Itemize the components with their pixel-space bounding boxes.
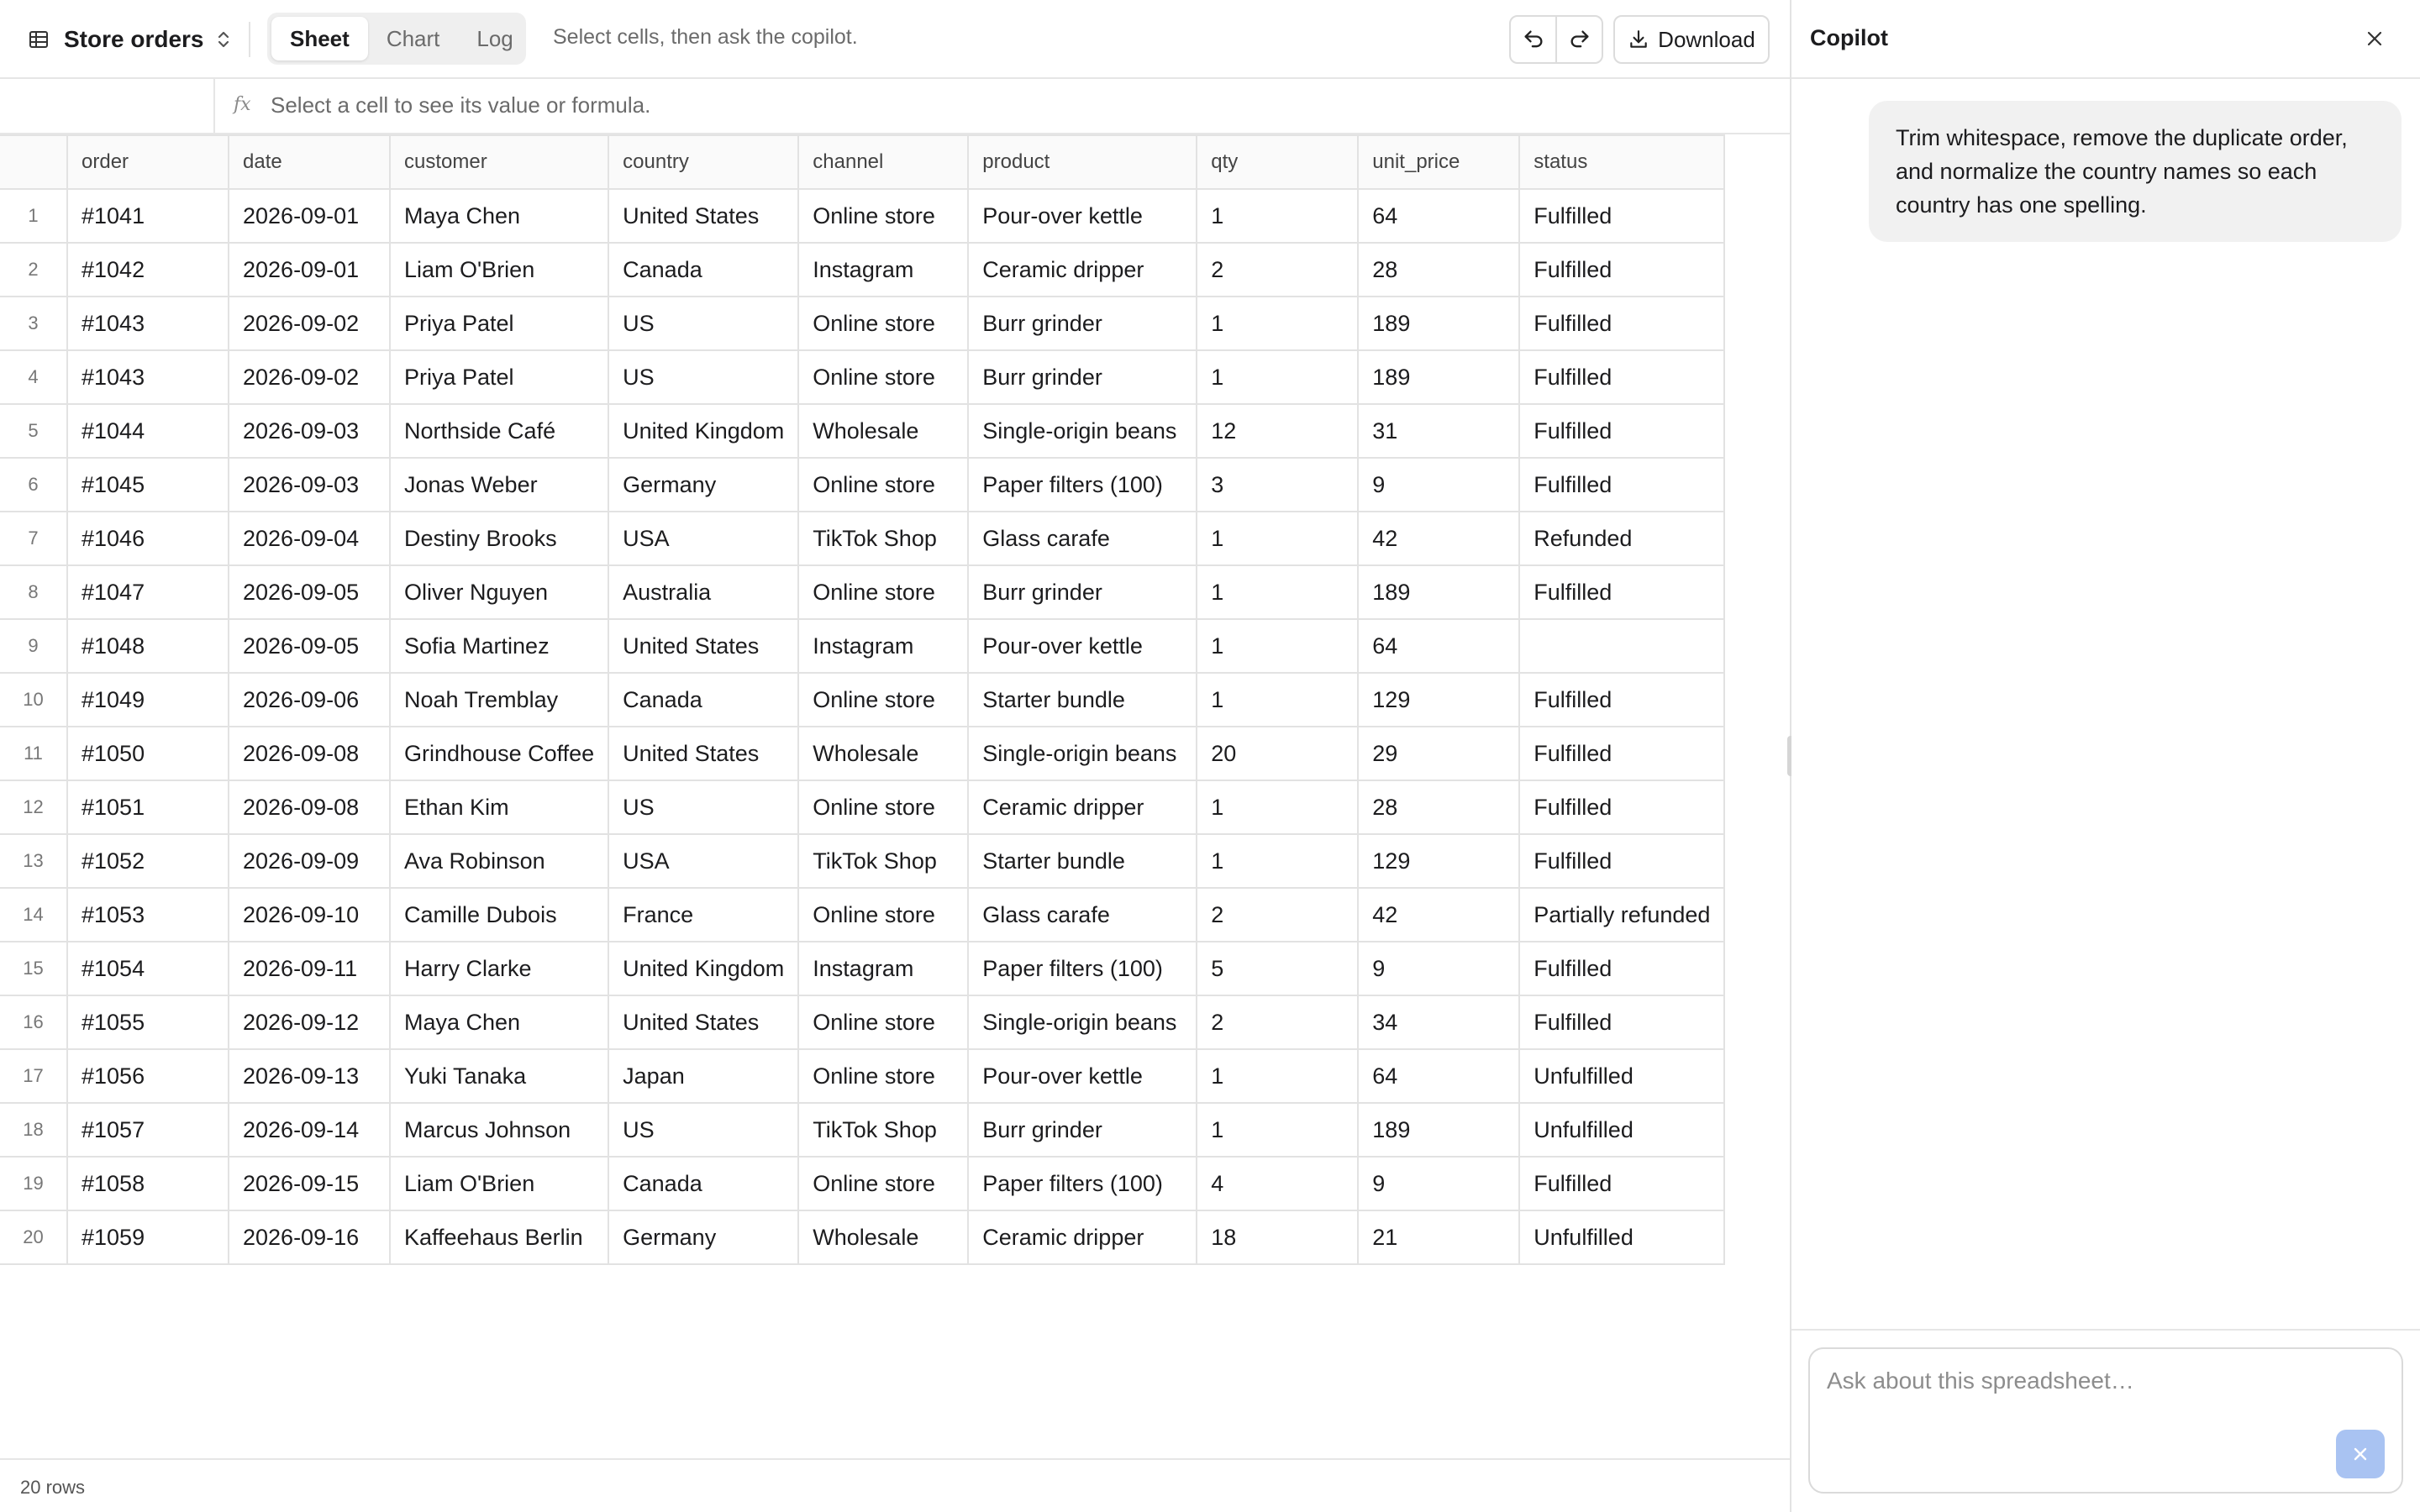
cell-order[interactable]: #1045: [67, 458, 229, 512]
column-header[interactable]: product: [968, 135, 1197, 189]
undo-button[interactable]: [1511, 17, 1555, 62]
cell-country[interactable]: United Kingdom: [608, 942, 798, 995]
cell-country[interactable]: United States: [608, 619, 798, 673]
cell-product[interactable]: Paper filters (100): [968, 942, 1197, 995]
column-header[interactable]: status: [1519, 135, 1724, 189]
cell-product[interactable]: Pour-over kettle: [968, 619, 1197, 673]
cell-status[interactable]: Fulfilled: [1519, 189, 1724, 243]
cell-date[interactable]: 2026-09-01: [229, 243, 390, 297]
cell-channel[interactable]: Online store: [798, 888, 968, 942]
cell-qty[interactable]: 1: [1197, 565, 1358, 619]
row-number[interactable]: 15: [0, 942, 67, 995]
column-header[interactable]: order: [67, 135, 229, 189]
cell-unit_price[interactable]: 189: [1358, 350, 1519, 404]
cell-qty[interactable]: 1: [1197, 619, 1358, 673]
table-row: [0, 673, 1724, 727]
cell-qty[interactable]: 1: [1197, 297, 1358, 350]
cell-product[interactable]: Burr grinder: [968, 297, 1197, 350]
cell-customer[interactable]: Marcus Johnson: [390, 1103, 608, 1157]
cell-unit_price[interactable]: 64: [1358, 1049, 1519, 1103]
tab-log[interactable]: Log: [476, 25, 513, 51]
row-number[interactable]: 1: [0, 189, 67, 243]
cell-channel[interactable]: Online store: [798, 565, 968, 619]
composer-divider: [1791, 1329, 2420, 1331]
cell-product[interactable]: Single-origin beans: [968, 404, 1197, 458]
cell-status[interactable]: Fulfilled: [1519, 834, 1724, 888]
cell-product[interactable]: Glass carafe: [968, 512, 1197, 565]
table-row: [0, 1103, 1724, 1157]
table-row: [0, 512, 1724, 565]
cell-country[interactable]: France: [608, 888, 798, 942]
cell-customer[interactable]: Priya Patel: [390, 350, 608, 404]
cell-product[interactable]: Single-origin beans: [968, 995, 1197, 1049]
row-number[interactable]: 11: [0, 727, 67, 780]
cell-customer[interactable]: Ethan Kim: [390, 780, 608, 834]
cell-country[interactable]: United Kingdom: [608, 404, 798, 458]
cell-channel[interactable]: Online store: [798, 458, 968, 512]
cell-country[interactable]: USA: [608, 834, 798, 888]
cell-channel[interactable]: Wholesale: [798, 727, 968, 780]
column-header-row: [0, 135, 1724, 189]
cell-unit_price[interactable]: 29: [1358, 727, 1519, 780]
row-number[interactable]: 6: [0, 458, 67, 512]
cell-customer[interactable]: Grindhouse Coffee: [390, 727, 608, 780]
redo-icon: [1568, 28, 1591, 51]
cell-channel[interactable]: Online store: [798, 780, 968, 834]
cell-status[interactable]: Fulfilled: [1519, 1157, 1724, 1210]
cell-channel[interactable]: Online store: [798, 673, 968, 727]
cell-customer[interactable]: Northside Café: [390, 404, 608, 458]
cell-qty[interactable]: 2: [1197, 243, 1358, 297]
cell-status[interactable]: Fulfilled: [1519, 243, 1724, 297]
cell-unit_price[interactable]: 34: [1358, 995, 1519, 1049]
row-number[interactable]: 4: [0, 350, 67, 404]
cell-customer[interactable]: Noah Tremblay: [390, 673, 608, 727]
table-body: [0, 189, 1724, 1264]
cell-date[interactable]: 2026-09-02: [229, 350, 390, 404]
download-icon: [1628, 29, 1649, 50]
row-number[interactable]: 10: [0, 673, 67, 727]
cell-unit_price[interactable]: 64: [1358, 619, 1519, 673]
cell-order[interactable]: #1049: [67, 673, 229, 727]
cell-product[interactable]: Burr grinder: [968, 1103, 1197, 1157]
cell-order[interactable]: #1043: [67, 297, 229, 350]
cell-customer[interactable]: Oliver Nguyen: [390, 565, 608, 619]
cell-unit_price[interactable]: 42: [1358, 888, 1519, 942]
cell-status[interactable]: [1519, 619, 1724, 673]
sheet-title: Store orders: [64, 26, 204, 52]
cell-customer[interactable]: Maya Chen: [390, 995, 608, 1049]
cell-channel[interactable]: Wholesale: [798, 1210, 968, 1264]
cell-country[interactable]: Japan: [608, 1049, 798, 1103]
cell-unit_price[interactable]: 28: [1358, 243, 1519, 297]
cell-status[interactable]: Fulfilled: [1519, 727, 1724, 780]
cell-unit_price[interactable]: 9: [1358, 458, 1519, 512]
cell-product[interactable]: Burr grinder: [968, 565, 1197, 619]
toolbar-divider: [249, 22, 250, 57]
cell-channel[interactable]: Instagram: [798, 243, 968, 297]
cell-country[interactable]: Canada: [608, 1157, 798, 1210]
cell-status[interactable]: Fulfilled: [1519, 350, 1724, 404]
cell-unit_price[interactable]: 9: [1358, 942, 1519, 995]
cell-date[interactable]: 2026-09-06: [229, 673, 390, 727]
cell-date[interactable]: 2026-09-14: [229, 1103, 390, 1157]
copilot-title: Copilot: [1810, 25, 1888, 50]
table-row: [0, 458, 1724, 512]
cell-customer[interactable]: Jonas Weber: [390, 458, 608, 512]
cell-product[interactable]: Paper filters (100): [968, 458, 1197, 512]
cell-qty[interactable]: 1: [1197, 834, 1358, 888]
cell-unit_price[interactable]: 189: [1358, 565, 1519, 619]
row-number[interactable]: 18: [0, 1103, 67, 1157]
view-tabs: [267, 13, 526, 65]
table-row: [0, 243, 1724, 297]
cell-date[interactable]: 2026-09-05: [229, 565, 390, 619]
cell-customer[interactable]: Camille Dubois: [390, 888, 608, 942]
select-all-corner[interactable]: [0, 135, 67, 189]
cell-unit_price[interactable]: 129: [1358, 673, 1519, 727]
cell-date[interactable]: 2026-09-12: [229, 995, 390, 1049]
cell-country[interactable]: Germany: [608, 458, 798, 512]
row-count: 20 rows: [20, 1477, 86, 1498]
table-row: [0, 888, 1724, 942]
cell-channel[interactable]: Online store: [798, 1049, 968, 1103]
cell-country[interactable]: USA: [608, 512, 798, 565]
copilot-header: [1791, 0, 2420, 79]
cell-date[interactable]: 2026-09-08: [229, 727, 390, 780]
selection-hint: Select cells, then ask the copilot.: [553, 25, 858, 49]
column-header[interactable]: customer: [390, 135, 608, 189]
formula-bar: [0, 79, 1790, 134]
cell-status[interactable]: Unfulfilled: [1519, 1103, 1724, 1157]
cell-channel[interactable]: Wholesale: [798, 404, 968, 458]
cell-qty[interactable]: 1: [1197, 780, 1358, 834]
spreadsheet-grid: [0, 134, 1725, 1265]
download-button[interactable]: [1613, 15, 1770, 64]
table-row: [0, 995, 1724, 1049]
column-header[interactable]: unit_price: [1358, 135, 1519, 189]
cell-date[interactable]: 2026-09-11: [229, 942, 390, 995]
cell-name-box[interactable]: [0, 79, 215, 133]
cell-unit_price[interactable]: 64: [1358, 189, 1519, 243]
table-row: [0, 727, 1724, 780]
cell-qty[interactable]: 18: [1197, 1210, 1358, 1264]
cell-qty[interactable]: 2: [1197, 888, 1358, 942]
column-header[interactable]: channel: [798, 135, 968, 189]
cell-country[interactable]: United States: [608, 727, 798, 780]
cell-country[interactable]: US: [608, 297, 798, 350]
cell-product[interactable]: Glass carafe: [968, 888, 1197, 942]
cell-product[interactable]: Single-origin beans: [968, 727, 1197, 780]
cell-date[interactable]: 2026-09-03: [229, 458, 390, 512]
cell-date[interactable]: 2026-09-10: [229, 888, 390, 942]
cell-product[interactable]: Pour-over kettle: [968, 1049, 1197, 1103]
cell-channel[interactable]: Online store: [798, 995, 968, 1049]
cell-order[interactable]: #1050: [67, 727, 229, 780]
cell-customer[interactable]: Yuki Tanaka: [390, 1049, 608, 1103]
cell-country[interactable]: United States: [608, 995, 798, 1049]
cell-country[interactable]: US: [608, 780, 798, 834]
cell-unit_price[interactable]: 28: [1358, 780, 1519, 834]
cell-product[interactable]: Pour-over kettle: [968, 189, 1197, 243]
cell-qty[interactable]: 20: [1197, 727, 1358, 780]
cell-order[interactable]: #1051: [67, 780, 229, 834]
cell-channel[interactable]: Online store: [798, 297, 968, 350]
cell-product[interactable]: Ceramic dripper: [968, 243, 1197, 297]
chat-composer: [1808, 1347, 2403, 1494]
fx-icon: fx: [234, 94, 251, 115]
cell-status[interactable]: Fulfilled: [1519, 297, 1724, 350]
cell-qty[interactable]: 3: [1197, 458, 1358, 512]
cell-channel[interactable]: TikTok Shop: [798, 512, 968, 565]
undo-icon: [1522, 28, 1545, 51]
cell-order[interactable]: #1056: [67, 1049, 229, 1103]
cell-unit_price[interactable]: 129: [1358, 834, 1519, 888]
cell-order[interactable]: #1047: [67, 565, 229, 619]
row-number[interactable]: 5: [0, 404, 67, 458]
cell-customer[interactable]: Destiny Brooks: [390, 512, 608, 565]
table-row: [0, 189, 1724, 243]
cell-qty[interactable]: 1: [1197, 512, 1358, 565]
cell-country[interactable]: Canada: [608, 243, 798, 297]
cell-status[interactable]: Fulfilled: [1519, 995, 1724, 1049]
cell-date[interactable]: 2026-09-02: [229, 297, 390, 350]
cell-qty[interactable]: 5: [1197, 942, 1358, 995]
cell-channel[interactable]: TikTok Shop: [798, 1103, 968, 1157]
column-header[interactable]: country: [608, 135, 798, 189]
row-number[interactable]: 19: [0, 1157, 67, 1210]
row-number[interactable]: 8: [0, 565, 67, 619]
cell-unit_price[interactable]: 42: [1358, 512, 1519, 565]
sheet-switcher[interactable]: [29, 18, 231, 60]
cell-date[interactable]: 2026-09-03: [229, 404, 390, 458]
cell-product[interactable]: Ceramic dripper: [968, 1210, 1197, 1264]
cell-order[interactable]: #1052: [67, 834, 229, 888]
cell-unit_price[interactable]: 189: [1358, 1103, 1519, 1157]
cell-qty[interactable]: 1: [1197, 1049, 1358, 1103]
cell-product[interactable]: Paper filters (100): [968, 1157, 1197, 1210]
cell-status[interactable]: Partially refunded: [1519, 888, 1724, 942]
row-number[interactable]: 14: [0, 888, 67, 942]
cell-customer[interactable]: Liam O'Brien: [390, 1157, 608, 1210]
cell-order[interactable]: #1043: [67, 350, 229, 404]
cell-status[interactable]: Fulfilled: [1519, 404, 1724, 458]
cell-date[interactable]: 2026-09-15: [229, 1157, 390, 1210]
cell-country[interactable]: United States: [608, 189, 798, 243]
cell-order[interactable]: #1059: [67, 1210, 229, 1264]
cell-customer[interactable]: Liam O'Brien: [390, 243, 608, 297]
cell-channel[interactable]: TikTok Shop: [798, 834, 968, 888]
cell-unit_price[interactable]: 9: [1358, 1157, 1519, 1210]
cell-country[interactable]: US: [608, 1103, 798, 1157]
cell-status[interactable]: Fulfilled: [1519, 565, 1724, 619]
stop-icon: [2351, 1445, 2370, 1463]
row-number[interactable]: 20: [0, 1210, 67, 1264]
row-number[interactable]: 13: [0, 834, 67, 888]
cell-qty[interactable]: 1: [1197, 350, 1358, 404]
cell-qty[interactable]: 1: [1197, 1103, 1358, 1157]
row-number[interactable]: 9: [0, 619, 67, 673]
table-row: [0, 834, 1724, 888]
cell-unit_price[interactable]: 21: [1358, 1210, 1519, 1264]
table-row: [0, 942, 1724, 995]
row-number[interactable]: 2: [0, 243, 67, 297]
cell-country[interactable]: US: [608, 350, 798, 404]
cell-status[interactable]: Fulfilled: [1519, 780, 1724, 834]
cell-date[interactable]: 2026-09-08: [229, 780, 390, 834]
tab-chart[interactable]: Chart: [386, 25, 440, 51]
cell-status[interactable]: Fulfilled: [1519, 673, 1724, 727]
cell-status[interactable]: Unfulfilled: [1519, 1049, 1724, 1103]
cell-channel[interactable]: Online store: [798, 189, 968, 243]
close-icon: [2365, 29, 2384, 48]
cell-date[interactable]: 2026-09-04: [229, 512, 390, 565]
close-copilot-button[interactable]: [2360, 24, 2390, 54]
sheet-icon: [29, 29, 49, 50]
redo-button[interactable]: [1555, 17, 1602, 62]
toolbar: [0, 0, 1790, 79]
cell-status[interactable]: Refunded: [1519, 512, 1724, 565]
cell-customer[interactable]: Harry Clarke: [390, 942, 608, 995]
table-row: [0, 565, 1724, 619]
cell-order[interactable]: #1054: [67, 942, 229, 995]
cell-qty[interactable]: 1: [1197, 189, 1358, 243]
cell-order[interactable]: #1044: [67, 404, 229, 458]
cell-status[interactable]: Fulfilled: [1519, 458, 1724, 512]
cell-channel[interactable]: Instagram: [798, 942, 968, 995]
cell-order[interactable]: #1058: [67, 1157, 229, 1210]
cell-customer[interactable]: Maya Chen: [390, 189, 608, 243]
cell-country[interactable]: Australia: [608, 565, 798, 619]
cell-date[interactable]: 2026-09-09: [229, 834, 390, 888]
cell-channel[interactable]: Online store: [798, 1157, 968, 1210]
cell-order[interactable]: #1053: [67, 888, 229, 942]
cell-order[interactable]: #1042: [67, 243, 229, 297]
cell-product[interactable]: Burr grinder: [968, 350, 1197, 404]
table-row: [0, 1049, 1724, 1103]
table-row: [0, 297, 1724, 350]
cell-order[interactable]: #1055: [67, 995, 229, 1049]
cell-country[interactable]: Canada: [608, 673, 798, 727]
column-header[interactable]: date: [229, 135, 390, 189]
tab-sheet[interactable]: Sheet: [271, 17, 368, 60]
chat-input[interactable]: [1827, 1364, 2331, 1398]
cell-channel[interactable]: Online store: [798, 350, 968, 404]
cell-unit_price[interactable]: 189: [1358, 297, 1519, 350]
table-row: [0, 1157, 1724, 1210]
cell-date[interactable]: 2026-09-05: [229, 619, 390, 673]
download-label: Download: [1658, 26, 1755, 52]
undo-redo-group: [1509, 15, 1603, 64]
user-message: Trim whitespace, remove the duplicate order, and normalize the country names so each country has one spelling.: [1869, 101, 2402, 242]
formula-input[interactable]: Select a cell to see its value or formula.: [271, 92, 651, 118]
cell-order[interactable]: #1041: [67, 189, 229, 243]
cell-status[interactable]: Fulfilled: [1519, 942, 1724, 995]
row-number[interactable]: 3: [0, 297, 67, 350]
status-bar: [0, 1458, 1790, 1512]
row-number[interactable]: 16: [0, 995, 67, 1049]
stop-button[interactable]: [2336, 1430, 2385, 1478]
cell-channel[interactable]: Instagram: [798, 619, 968, 673]
cell-order[interactable]: #1046: [67, 512, 229, 565]
cell-unit_price[interactable]: 31: [1358, 404, 1519, 458]
table-row: [0, 1210, 1724, 1264]
copilot-panel: [1791, 0, 2420, 1512]
cell-country[interactable]: Germany: [608, 1210, 798, 1264]
data-table: [0, 134, 1725, 1265]
table-row: [0, 619, 1724, 673]
cell-order[interactable]: #1048: [67, 619, 229, 673]
cell-customer[interactable]: Kaffeehaus Berlin: [390, 1210, 608, 1264]
cell-qty[interactable]: 12: [1197, 404, 1358, 458]
cell-product[interactable]: Ceramic dripper: [968, 780, 1197, 834]
table-row: [0, 780, 1724, 834]
cell-customer[interactable]: Priya Patel: [390, 297, 608, 350]
cell-product[interactable]: Starter bundle: [968, 834, 1197, 888]
cell-qty[interactable]: 4: [1197, 1157, 1358, 1210]
row-number[interactable]: 17: [0, 1049, 67, 1103]
cell-status[interactable]: Unfulfilled: [1519, 1210, 1724, 1264]
cell-qty[interactable]: 2: [1197, 995, 1358, 1049]
cell-order[interactable]: #1057: [67, 1103, 229, 1157]
chevron-updown-icon: [216, 28, 231, 51]
cell-date[interactable]: 2026-09-13: [229, 1049, 390, 1103]
cell-date[interactable]: 2026-09-01: [229, 189, 390, 243]
row-number[interactable]: 12: [0, 780, 67, 834]
row-number[interactable]: 7: [0, 512, 67, 565]
table-row: [0, 350, 1724, 404]
cell-product[interactable]: Starter bundle: [968, 673, 1197, 727]
cell-customer[interactable]: Ava Robinson: [390, 834, 608, 888]
table-row: [0, 404, 1724, 458]
cell-customer[interactable]: Sofia Martinez: [390, 619, 608, 673]
cell-qty[interactable]: 1: [1197, 673, 1358, 727]
column-header[interactable]: qty: [1197, 135, 1358, 189]
cell-date[interactable]: 2026-09-16: [229, 1210, 390, 1264]
